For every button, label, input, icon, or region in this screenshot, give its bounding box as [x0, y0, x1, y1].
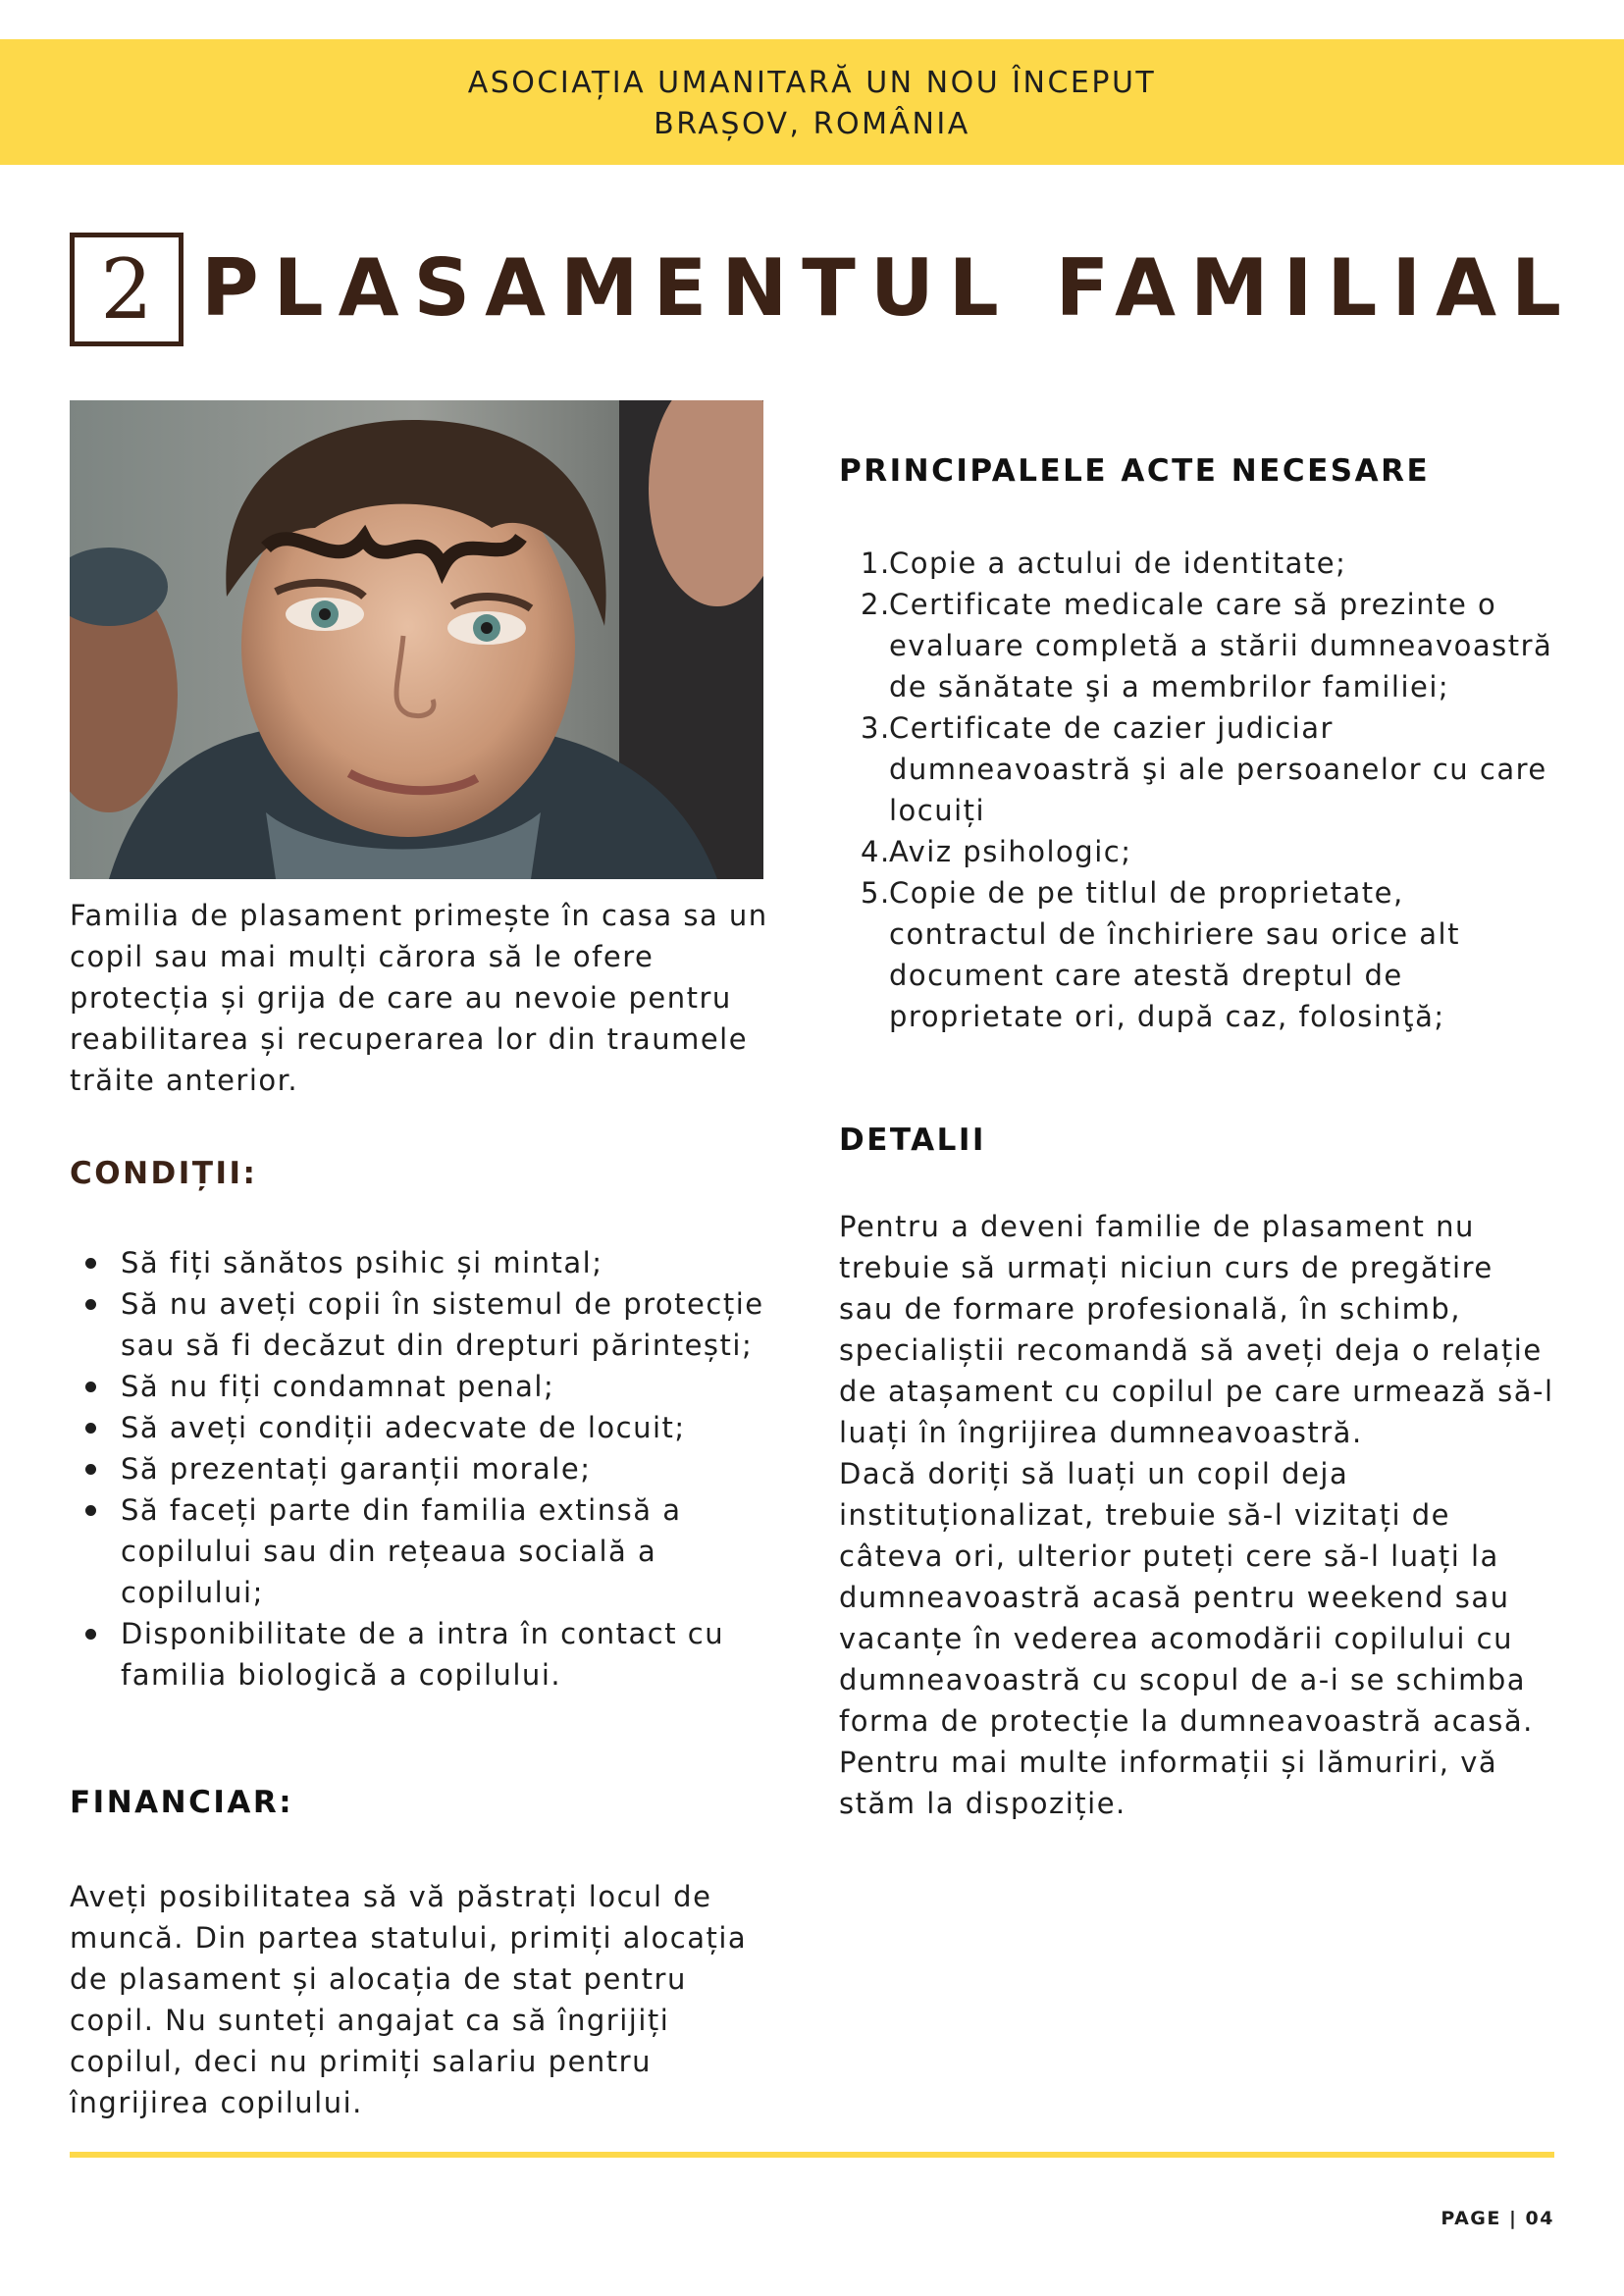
bullet-icon	[85, 1299, 96, 1310]
list-item: 4. Aviz psihologic;	[861, 835, 1132, 868]
conditions-list-wrapper	[70, 1242, 768, 1696]
financial-heading: FINANCIAR:	[70, 1785, 294, 1820]
page-number: PAGE | 04	[1441, 2208, 1554, 2229]
financial-paragraph: Aveți posibilitatea să vă păstrați locul de muncă. Din partea statului, primiți alocația de plasament și alocația de stat pentru copil. Nu sunteți angajat ca să îngrijiți copilul, deci nu primiți salariu pentru îngrijirea copilului.	[70, 1880, 748, 2119]
list-item: Să aveți condiții adecvate de locuit;	[70, 1407, 768, 1448]
section-number: 2	[100, 241, 153, 338]
details-text-wrapper	[839, 1206, 1555, 1824]
acts-section	[839, 450, 1555, 492]
header-banner	[0, 39, 1624, 165]
financial-text-wrapper	[70, 1876, 768, 2123]
bullet-icon	[85, 1382, 96, 1392]
bullet-icon	[85, 1423, 96, 1434]
child-portrait-illustration	[70, 400, 763, 879]
list-item: 5. Copie de pe titlul de proprietate, contractul de închiriere sau orice alt document care atestă dreptul de proprietate ori, după caz, folosinţă;	[861, 876, 1460, 1033]
organization-location: BRAȘOV, ROMÂNIA	[654, 107, 970, 141]
bullet-icon	[85, 1258, 96, 1269]
bullet-icon	[85, 1505, 96, 1516]
child-photo	[70, 400, 763, 879]
list-item: 2. Certificate medicale care să prezinte o evaluare completă a stării dumneavoastră de sănătate şi a membrilor familiei;	[861, 588, 1553, 704]
list-item: 3. Certificate de cazier judiciar dumneavoastră şi ale persoanelor cu care locuiți	[861, 711, 1547, 827]
list-item: Să nu aveți copii în sistemul de protecție sau să fi decăzut din drepturi părintești;	[70, 1283, 768, 1366]
list-item: 1. Copie a actului de identitate;	[861, 547, 1347, 580]
organization-name: ASOCIAȚIA UMANITARĂ UN NOU ÎNCEPUT	[467, 66, 1157, 100]
bullet-icon	[85, 1629, 96, 1640]
intro-paragraph: Familia de plasament primește în casa sa un copil sau mai mulți cărora să le ofere protecția și grija de care au nevoie pentru reabilitarea și recuperarea lor din traumele trăite anterior.	[70, 899, 768, 1097]
acts-heading: PRINCIPALELE ACTE NECESARE	[839, 453, 1431, 489]
list-item: Să nu fiți condamnat penal;	[70, 1366, 768, 1407]
conditions-heading: CONDIȚII:	[70, 1156, 258, 1191]
details-paragraph-1: Pentru a deveni familie de plasament nu trebuie să urmați niciun curs de pregătire sau de formare profesională, în schimb, specialiștii recomandă să aveți deja o relație de atașament cu copilul pe care urmează să-l luați în îngrijirea dumneavoastră.	[839, 1210, 1554, 1449]
list-item: Disponibilitate de a intra în contact cu familia biologică a copilului.	[70, 1613, 768, 1696]
list-item: Să prezentați garanții morale;	[70, 1448, 768, 1489]
section-number-box	[70, 233, 183, 346]
footer-divider	[70, 2152, 1554, 2158]
acts-list	[839, 543, 1555, 1037]
details-paragraph-3: Pentru mai multe informații și lămuriri, vă stăm la dispoziție.	[839, 1746, 1498, 1820]
details-heading: DETALII	[839, 1122, 986, 1158]
conditions-list	[70, 1242, 768, 1696]
left-column	[70, 895, 768, 1101]
page-title: PLASAMENTUL FAMILIAL	[201, 242, 1577, 334]
financial-section	[70, 1782, 768, 1823]
acts-list-wrapper	[839, 543, 1555, 1037]
details-section	[839, 1120, 1555, 1161]
details-paragraph-2: Dacă doriți să luați un copil deja instituționalizat, trebuie să-l vizitați de câteva ori, ulterior puteți cere să-l luați la dumneavoastră acasă pentru weekend sau vacanțe în vederea acomodării copilului cu dumneavoastră cu scopul de a-i se schimba forma de protecție la dumneavoastră acasă.	[839, 1457, 1534, 1738]
list-item: Să faceți parte din familia extinsă a copilului sau din rețeaua socială a copilului;	[70, 1489, 768, 1613]
conditions-section	[70, 1153, 768, 1194]
bullet-icon	[85, 1464, 96, 1475]
list-item: Să fiți sănătos psihic și mintal;	[70, 1242, 768, 1283]
